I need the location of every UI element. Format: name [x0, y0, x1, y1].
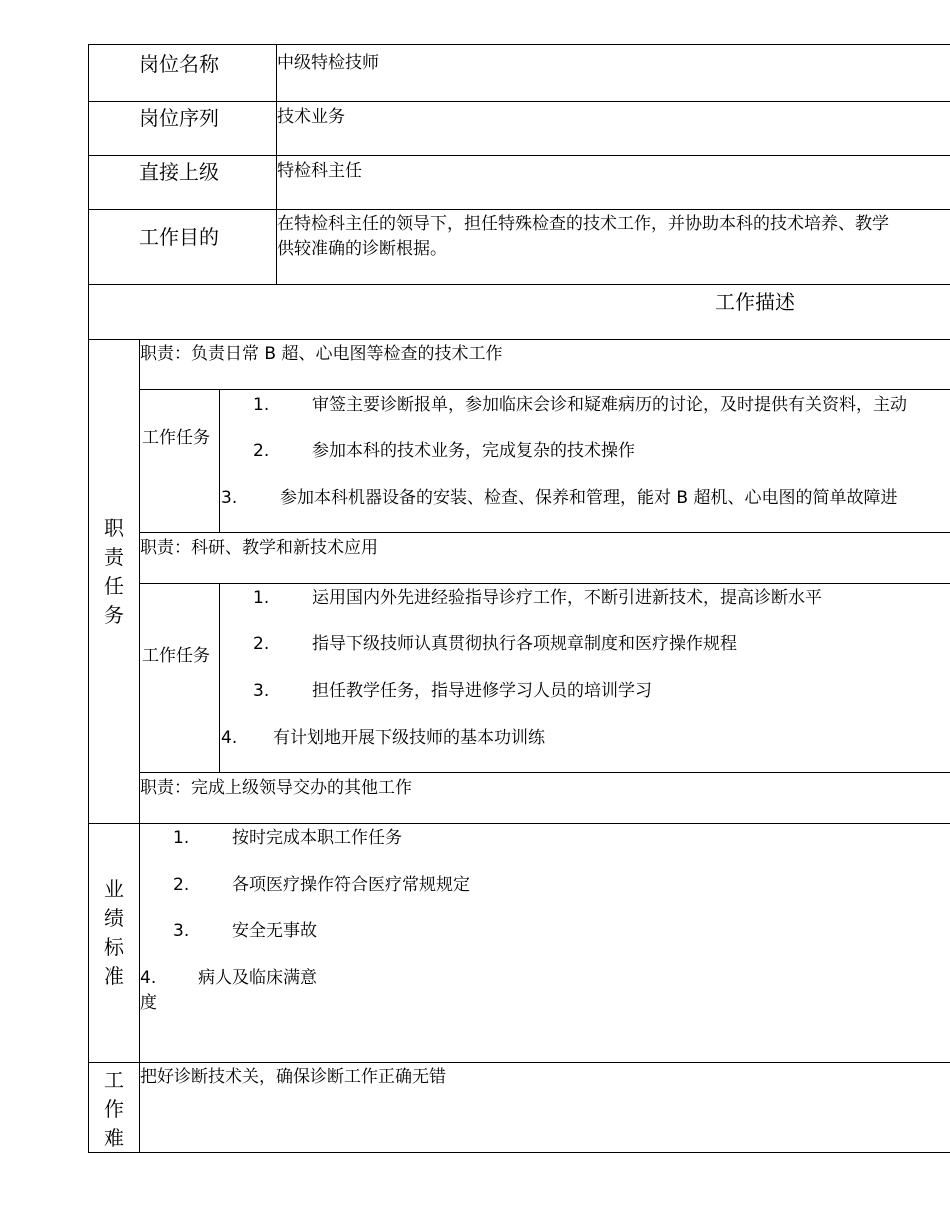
task-number: 1.: [253, 588, 270, 608]
rule: [88, 284, 950, 285]
duty-title: 职责：完成上级领导交办的其他工作: [140, 778, 412, 798]
label-position-name: 岗位名称: [139, 52, 219, 76]
label-position-sequence: 岗位序列: [139, 106, 219, 130]
label-char: 任: [104, 574, 124, 598]
duty-title: 职责：负责日常 B 超、心电图等检查的技术工作: [140, 344, 503, 364]
label-char: 准: [104, 964, 124, 988]
label-work-purpose: 工作目的: [139, 225, 219, 249]
task-number: 3.: [253, 681, 270, 701]
value-work-purpose-line2: 供较准确的诊断根据。: [277, 239, 447, 259]
rule: [139, 389, 950, 390]
task-text: 担任教学任务，指导进修学习人员的培训学习: [312, 681, 652, 701]
task-text: 运用国内外先进经验指导诊疗工作，不断引进新技术，提高诊断水平: [312, 588, 822, 608]
task-text: 审签主要诊断报单，参加临床会诊和疑难病历的讨论，及时提供有关资料，主动: [312, 395, 907, 415]
label-char: 工: [104, 1068, 124, 1092]
task-number: 2.: [253, 634, 270, 654]
task-text: 有计划地开展下级技师的基本功训练: [273, 728, 545, 748]
rule: [88, 209, 950, 210]
rule: [139, 339, 140, 1153]
value-position-name: 中级特检技师: [277, 53, 379, 73]
performance-number: 2.: [173, 875, 190, 895]
rule: [88, 101, 950, 102]
rule: [139, 583, 950, 584]
task-label: 工作任务: [142, 646, 210, 666]
performance-text-continued: 度: [140, 993, 157, 1013]
value-position-sequence: 技术业务: [277, 107, 345, 127]
performance-section-label: [99, 875, 129, 991]
label-char: 责: [104, 545, 124, 569]
duties-section-label: [99, 514, 129, 630]
rule: [88, 44, 950, 45]
task-number: 2.: [253, 441, 270, 461]
label-char: 作: [104, 1097, 124, 1121]
label-char: 职: [104, 516, 124, 540]
task-number: 3.: [221, 488, 238, 508]
task-text: 参加本科机器设备的安装、检查、保养和管理，能对 B 超机、心电图的简单故障进: [280, 488, 898, 508]
value-work-purpose-line1: 在特检科主任的领导下，担任特殊检查的技术工作，并协助本科的技术培养、教学: [277, 214, 889, 234]
rule: [88, 1152, 950, 1153]
work-description-title: 工作描述: [715, 290, 795, 314]
task-number: 4.: [221, 728, 238, 748]
label-char: 业: [104, 877, 124, 901]
rule: [219, 583, 220, 773]
difficulty-section-label: [99, 1066, 129, 1153]
performance-number: 1.: [173, 828, 190, 848]
label-char: 难: [104, 1126, 124, 1150]
task-text: 参加本科的技术业务，完成复杂的技术操作: [312, 441, 635, 461]
performance-text: 按时完成本职工作任务: [232, 828, 402, 848]
value-direct-supervisor: 特检科主任: [277, 161, 362, 181]
task-text: 指导下级技师认真贯彻执行各项规章制度和医疗操作规程: [312, 634, 737, 654]
label-char: 绩: [104, 906, 124, 930]
rule: [139, 772, 950, 773]
task-label: 工作任务: [142, 428, 210, 448]
rule: [219, 389, 220, 533]
label-char: 标: [104, 935, 124, 959]
rule: [88, 155, 950, 156]
rule: [88, 339, 950, 340]
difficulty-text: 把好诊断技术关，确保诊断工作正确无错: [140, 1067, 446, 1087]
performance-number: 3.: [173, 921, 190, 941]
label-char: 务: [104, 603, 124, 627]
rule: [139, 532, 950, 533]
task-number: 1.: [253, 395, 270, 415]
performance-text: 各项医疗操作符合医疗常规规定: [232, 875, 470, 895]
performance-text: 安全无事故: [232, 921, 317, 941]
rule: [88, 823, 950, 824]
performance-number: 4.: [140, 968, 157, 988]
rule: [88, 1062, 950, 1063]
label-direct-supervisor: 直接上级: [139, 160, 219, 184]
performance-text: 病人及临床满意: [198, 968, 317, 988]
duty-title: 职责：科研、教学和新技术应用: [140, 538, 378, 558]
rule: [88, 44, 89, 1153]
